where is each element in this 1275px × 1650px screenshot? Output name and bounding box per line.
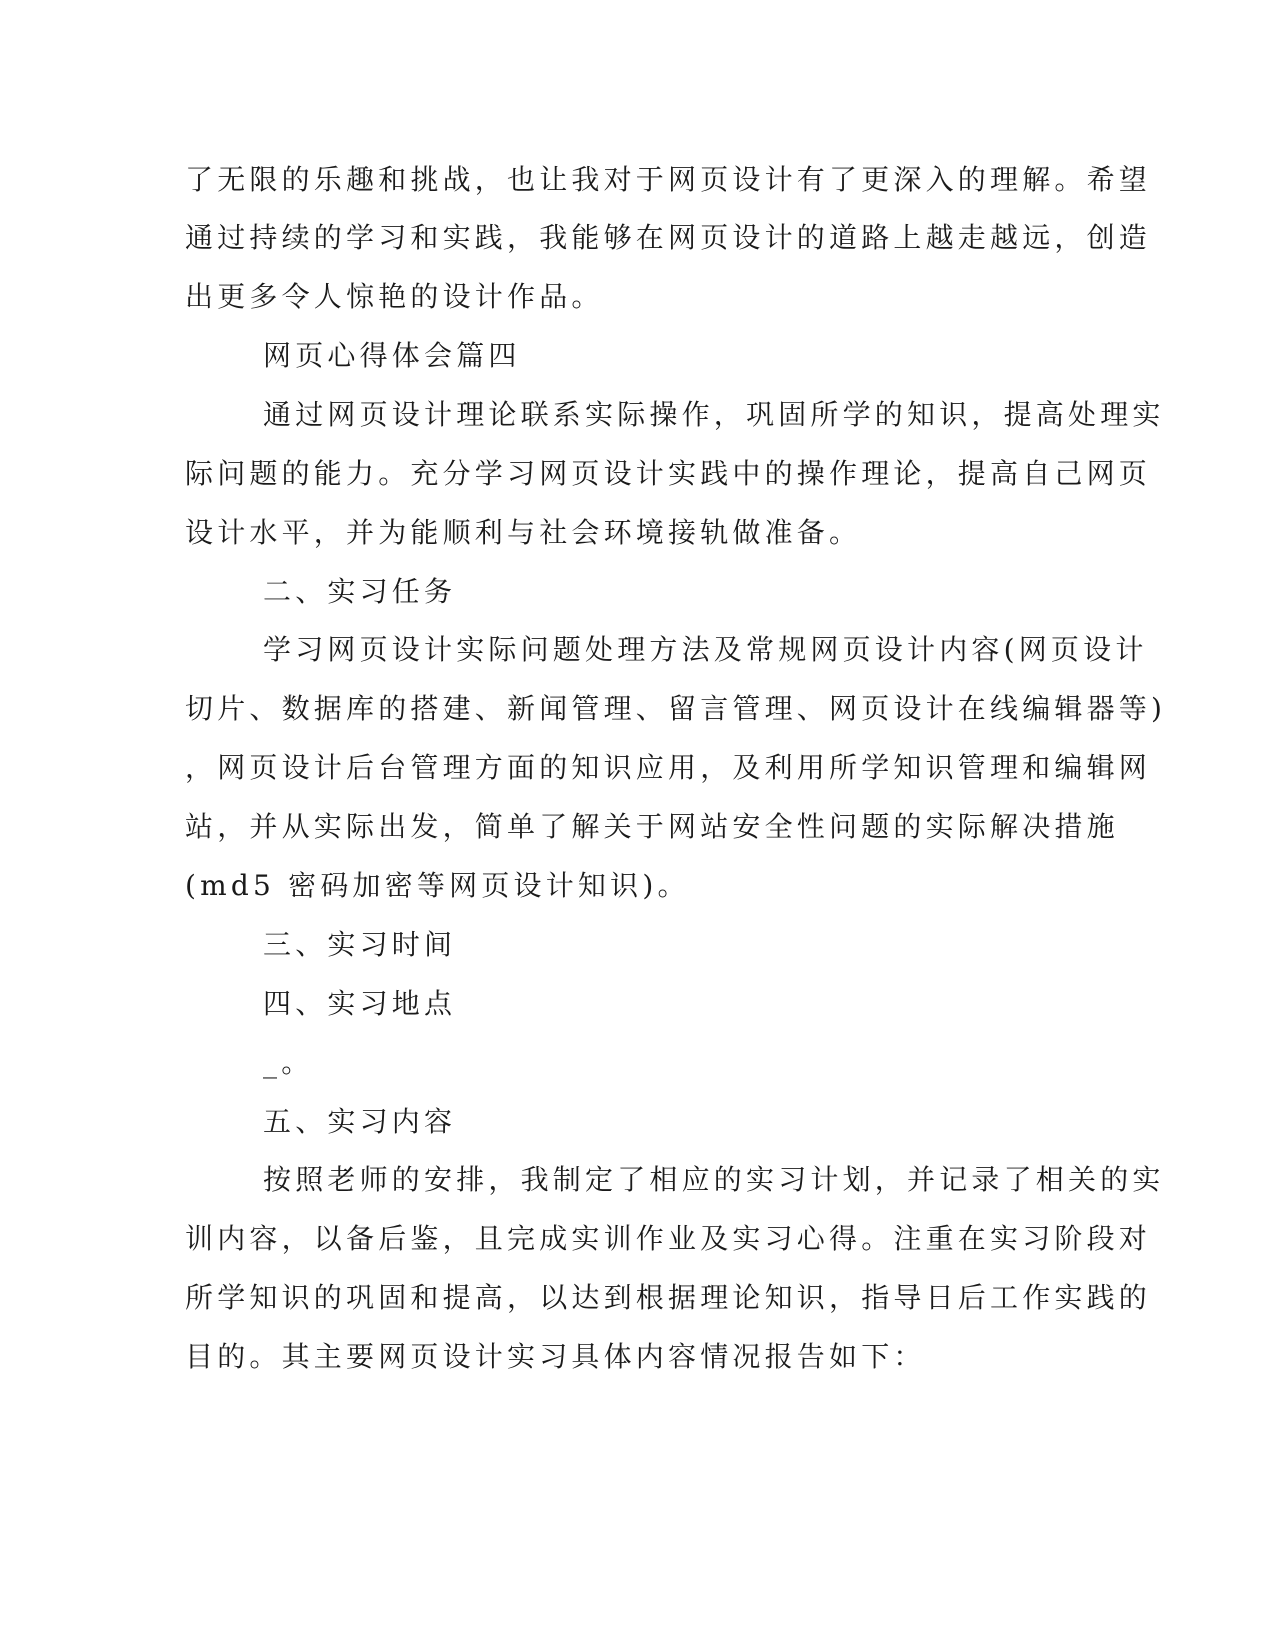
paragraph-line: 学习网页设计实际问题处理方法及常规网页设计内容(网页设计 — [263, 633, 1148, 666]
paragraph-line: _。 — [263, 1046, 314, 1079]
section-heading: 网页心得体会篇四 — [263, 339, 521, 372]
paragraph-line: 训内容，以备后鉴，且完成实训作业及实习心得。注重在实习阶段对 — [185, 1222, 1152, 1255]
paragraph-line: 际问题的能力。充分学习网页设计实践中的操作理论，提高自己网页 — [185, 457, 1152, 490]
paragraph-line: 出更多令人惊艳的设计作品。 — [185, 280, 604, 313]
section-heading: 二、实习任务 — [263, 575, 457, 608]
section-heading: 三、实习时间 — [263, 928, 457, 961]
paragraph-line: 按照老师的安排，我制定了相应的实习计划，并记录了相关的实 — [263, 1163, 1165, 1196]
paragraph-line: ，网页设计后台管理方面的知识应用，及利用所学知识管理和编辑网 — [185, 751, 1152, 784]
paragraph-line: 了无限的乐趣和挑战，也让我对于网页设计有了更深入的理解。希望 — [185, 163, 1152, 196]
paragraph-line: (md5 密码加密等网页设计知识)。 — [185, 869, 690, 902]
paragraph-line: 目的。其主要网页设计实习具体内容情况报告如下： — [185, 1340, 926, 1373]
paragraph-line: 站，并从实际出发，简单了解关于网站安全性问题的实际解决措施 — [185, 810, 1119, 843]
section-heading: 五、实习内容 — [263, 1105, 457, 1138]
paragraph-line: 设计水平，并为能顺利与社会环境接轨做准备。 — [185, 516, 862, 549]
paragraph-line: 切片、数据库的搭建、新闻管理、留言管理、网页设计在线编辑器等) — [185, 692, 1167, 725]
section-heading: 四、实习地点 — [263, 987, 457, 1020]
paragraph-line: 通过网页设计理论联系实际操作，巩固所学的知识，提高处理实 — [263, 398, 1165, 431]
paragraph-line: 通过持续的学习和实践，我能够在网页设计的道路上越走越远，创造 — [185, 221, 1152, 254]
paragraph-line: 所学知识的巩固和提高，以达到根据理论知识，指导日后工作实践的 — [185, 1281, 1152, 1314]
